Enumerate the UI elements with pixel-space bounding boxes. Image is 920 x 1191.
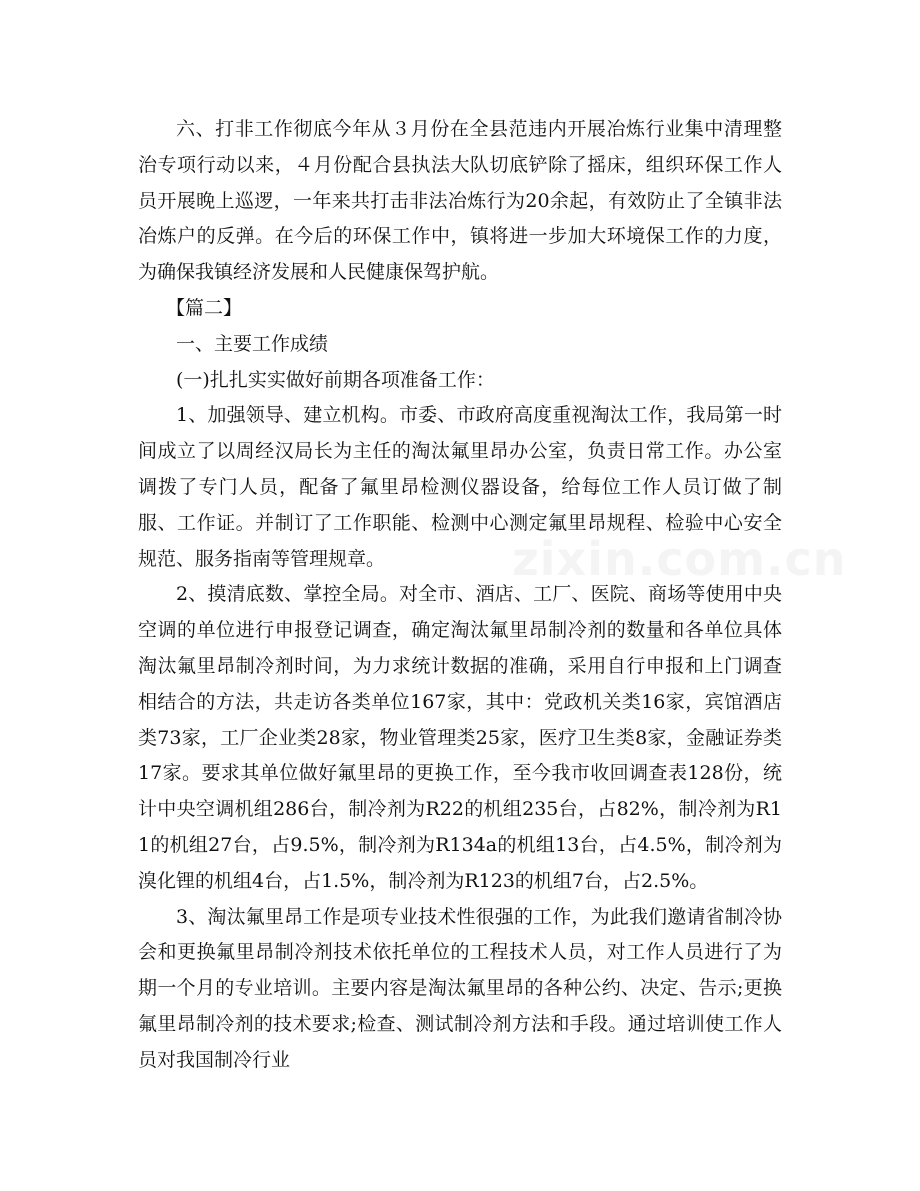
- document-body: [138, 112, 782, 1079]
- paragraph-professional-training: 3、淘汰氟里昂工作是项专业技术性很强的工作，为此我们邀请省制冷协会和更换氟里昂制冷剂技术依托单位的工程技术人员，对工作人员进行了为期一个月的专业培训。主要内容是淘汰氟里昂的各种公约、决定、告示;更换氟里昂制冷剂的技术要求;检查、测试制冷剂方法和手段。通过培训使工作人员对我国制冷行业: [138, 905, 782, 1071]
- section-title-part-two: 【篇二】: [166, 296, 243, 319]
- paragraph-survey-statistics: 2、摸清底数、掌控全局。对全市、酒店、工厂、医院、商场等使用中央空调的单位进行申报登记调查，确定淘汰氟里昂制冷剂的数量和各单位具体淘汰氟里昂制冷剂时间，为力求统计数据的准确，采用自行申报和上门调查相结合的方法，共走访各类单位167家，其中：党政机关类16家，宾馆酒店类73家，工厂企业类28家，物业管理类25家，医疗卫生类8家，金融证券类17家。要求其单位做好氟里昂的更换工作，至今我市收回调查表128份，统计中央空调机组286台，制冷剂为R22的机组235台，占82%，制冷剂为R11的机组27台，占9.5%，制冷剂为R134a的机组13台，占4.5%，制冷剂为溴化锂的机组4台，占1.5%，制冷剂为R123的机组7台，占2.5%。: [138, 583, 782, 892]
- subheading-preparation-work: (一)扎扎实实做好前期各项准备工作：: [176, 368, 495, 391]
- paragraph-anti-illegal-work: 六、打非工作彻底今年从３月份在全县范违内开展冶炼行业集中清理整治专项行动以来，４月份配合县执法大队切底铲除了摇床，组织环保工作人员开展晚上巡逻，一年来共打击非法冶炼行为20余起，有效防止了全镇非法冶炼户的反弹。在今后的环保工作中，镇将进一步加大环境保工作的力度，为确保我镇经济发展和人民健康保驾护航。: [138, 118, 782, 284]
- watermark: zixin.com.cn: [512, 532, 847, 586]
- paragraph-leadership-organization: 1、加强领导、建立机构。市委、市政府高度重视淘汰工作，我局第一时间成立了以周经汉局长为主任的淘汰氟里昂办公室，负责日常工作。办公室调拨了专门人员，配备了氟里昂检测仪器设备，给每位工作人员订做了制服、工作证。并制订了工作职能、检测中心测定氟里昂规程、检验中心安全规范、服务指南等管理规章。: [138, 404, 782, 570]
- heading-main-achievements: 一、主要工作成绩: [176, 332, 329, 355]
